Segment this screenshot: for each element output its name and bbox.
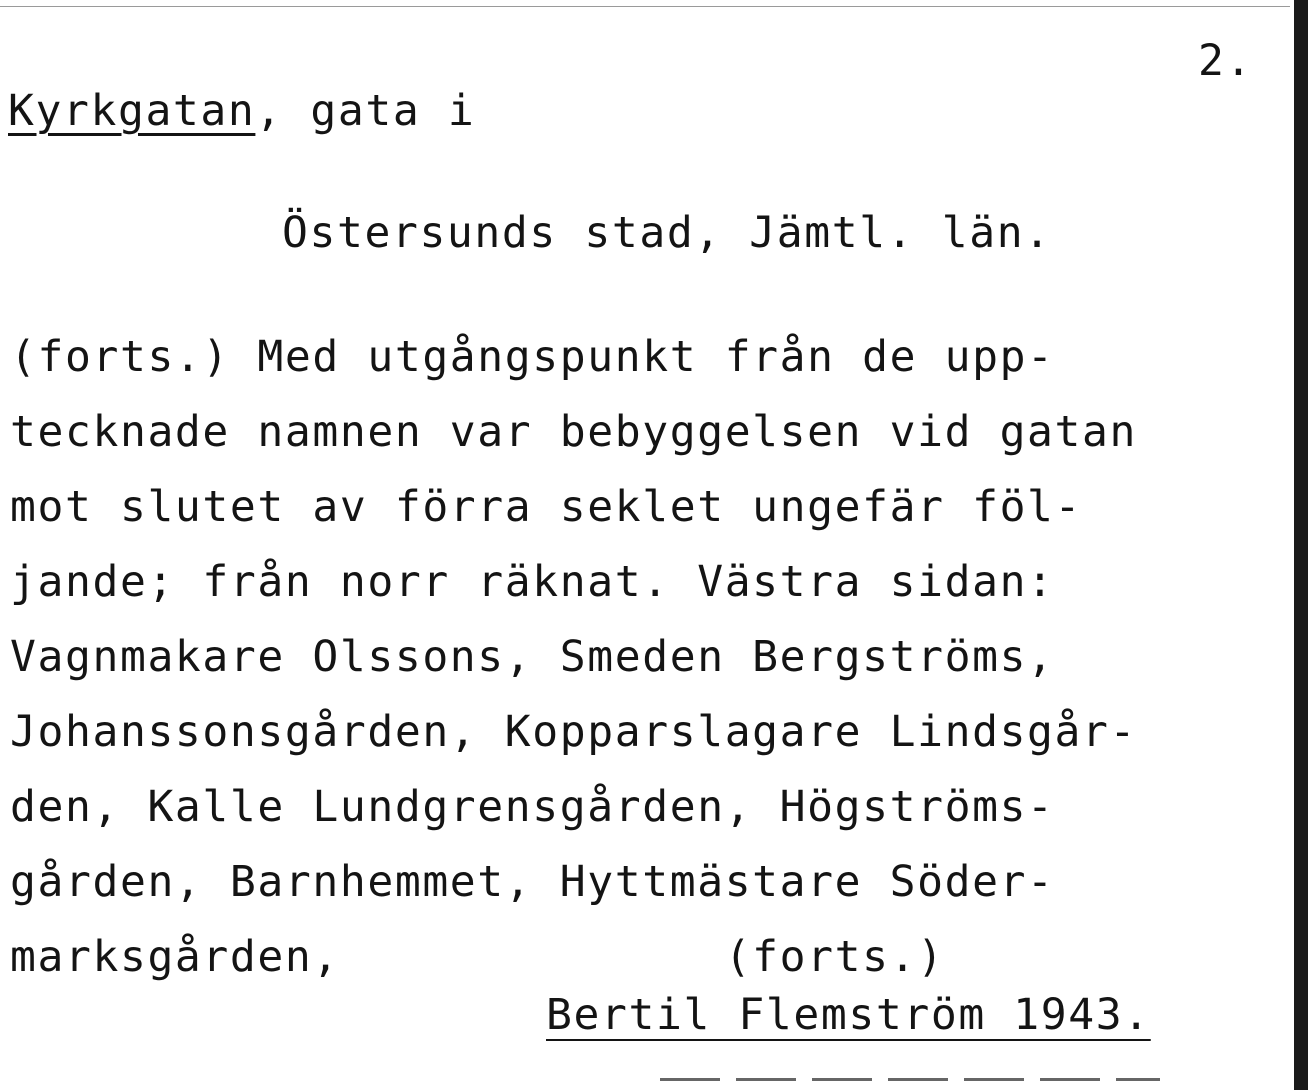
body-line: gården, Barnhemmet, Hyttmästare Söder- [10, 857, 1055, 907]
body-line: (forts.) Med utgångspunkt från de upp- [10, 332, 1055, 382]
place-line: Östersunds stad, Jämtl. län. [282, 208, 1052, 258]
body-line: den, Kalle Lundgrensgården, Högströms- [10, 782, 1055, 832]
body-line: marksgården, (forts.) [10, 932, 945, 982]
top-edge-line [0, 6, 1290, 7]
body-line: jande; från norr räknat. Västra sidan: [10, 557, 1055, 607]
body-line: tecknade namnen var bebyggelsen vid gatan [10, 407, 1138, 457]
headword: Kyrkgatan [8, 86, 256, 136]
entry-heading [8, 86, 475, 136]
right-card-edge [1294, 0, 1308, 1090]
bottom-dashed-edge [660, 1078, 1160, 1081]
page-number: 2. [1198, 36, 1253, 86]
signature [546, 990, 1151, 1040]
body-line: Johanssonsgården, Kopparslagare Lindsgår- [10, 707, 1138, 757]
body-line: mot slutet av förra seklet ungefär föl- [10, 482, 1083, 532]
signature-text: Bertil Flemström 1943. [546, 990, 1151, 1040]
body-line: Vagnmakare Olssons, Smeden Bergströms, [10, 632, 1055, 682]
headword-suffix: , gata i [255, 86, 476, 136]
